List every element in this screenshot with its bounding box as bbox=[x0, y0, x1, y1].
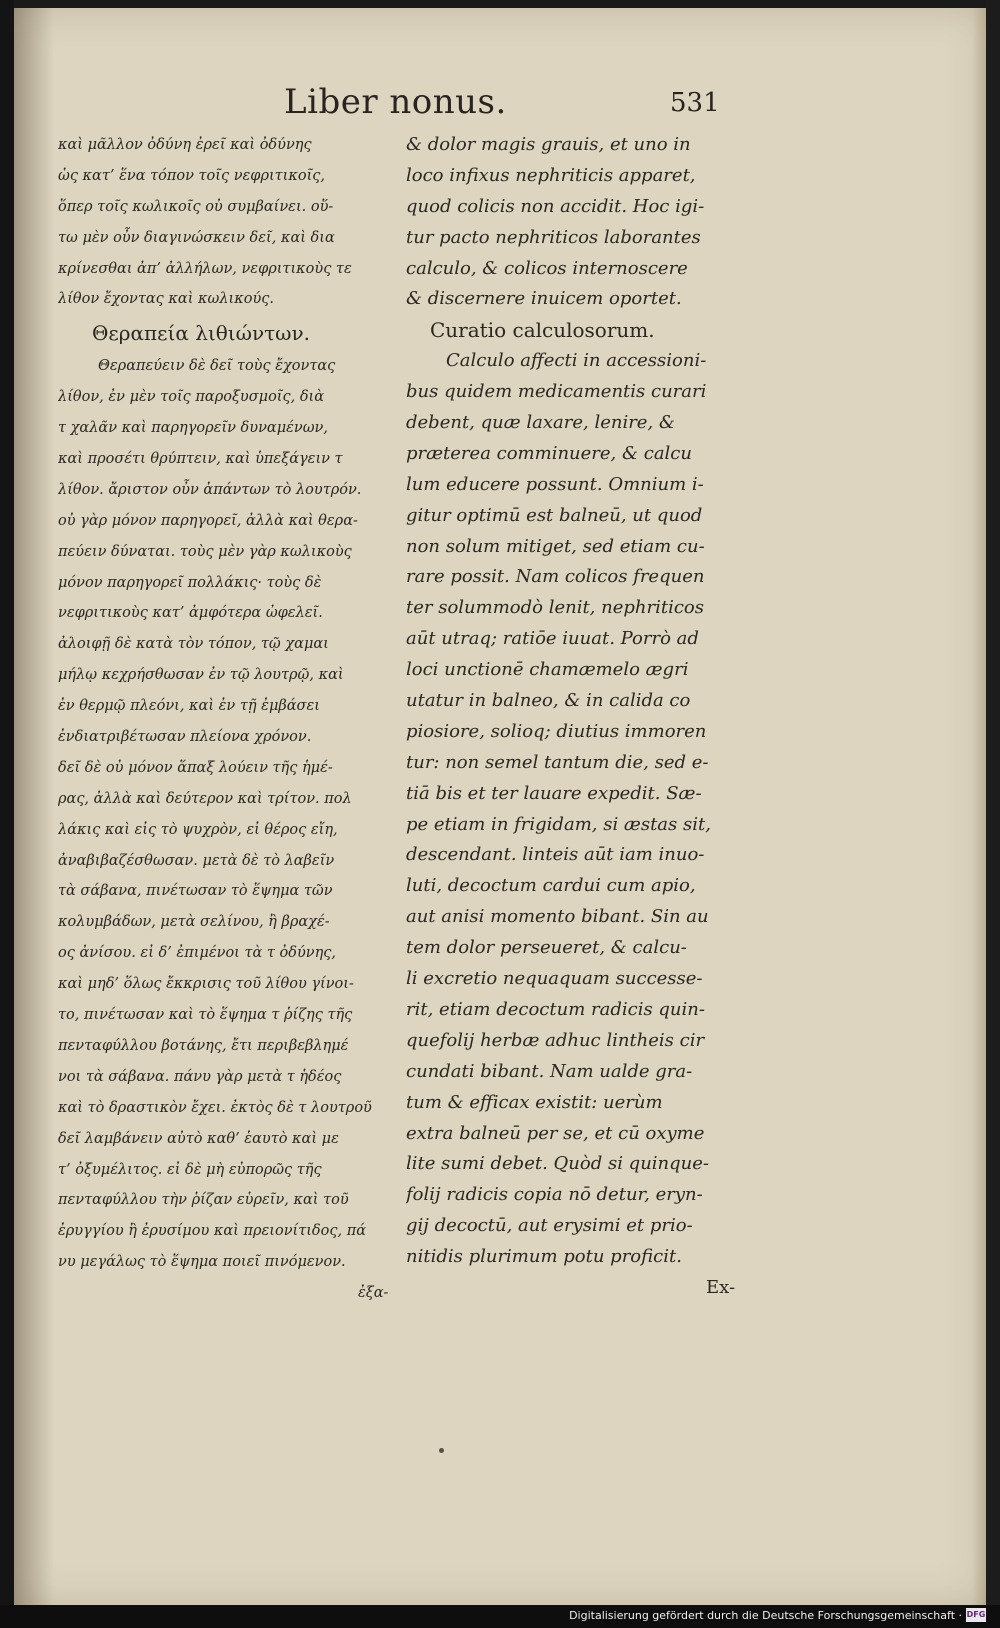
text-line: καὶ μηδ’ ὅλως ἔκκρισις τοῦ λίθου γίνοι- bbox=[58, 976, 354, 993]
latin-column bbox=[406, 130, 740, 1304]
greek-text-after-heading bbox=[58, 351, 404, 1278]
text-line: non solum mitiget, sed etiam cu- bbox=[406, 535, 705, 557]
text-line: ter solummodò lenit, nephriticos bbox=[406, 597, 704, 619]
greek-section-heading: Θεραπεία λιθιώντων. bbox=[92, 321, 310, 346]
text-line: νεφριτικοὺς κατ’ ἀμφότερα ὠφελεῖ. bbox=[58, 605, 323, 622]
text-line: ἐν θερμῷ πλεόνι, καὶ ἐν τῇ ἐμβάσει bbox=[58, 698, 320, 715]
text-line: loci unctionē chamæmelo ægri bbox=[406, 659, 689, 681]
text-line: ος ἀνίσου. εἰ δ’ ἐπιμένοι τὰ τ ὀδύνης, bbox=[58, 945, 337, 962]
text-line: folij radicis copia nō detur, eryn- bbox=[406, 1184, 703, 1206]
text-line: tem dolor perseueret, & calcu- bbox=[406, 937, 687, 959]
text-line: lum educere possunt. Omnium i- bbox=[406, 473, 704, 495]
text-line: loco infixus nephriticis apparet, bbox=[406, 164, 696, 186]
text-line: πενταφύλλου βοτάνης, ἔτι περιβεβλημέ bbox=[58, 1037, 349, 1054]
text-line: tur: non semel tantum die, sed e- bbox=[406, 751, 709, 773]
page-edge-shadow bbox=[972, 8, 986, 1605]
page-gutter-shadow bbox=[14, 8, 54, 1605]
text-line: lite sumi debet. Quòd si quinque- bbox=[406, 1153, 709, 1175]
text-line: μόνον παρηγορεῖ πολλάκις· τοὺς δὲ bbox=[58, 574, 322, 591]
text-line: ἐνδιατριβέτωσαν πλείονα χρόνον. bbox=[58, 729, 312, 746]
text-line: tum & efficax existit: uerùm bbox=[406, 1091, 663, 1113]
text-line: ἐρυγγίου ἢ ἐρυσίμου καὶ πρειονίτιδος, πά bbox=[58, 1223, 367, 1240]
text-line: λίθον. ἄριστον οὖν ἁπάντων τὸ λουτρόν. bbox=[58, 481, 362, 498]
text-line: καὶ προσέτι θρύπτειν, καὶ ὑπεξάγειν τ bbox=[58, 451, 343, 468]
text-line: præterea comminuere, & calcu bbox=[406, 442, 692, 464]
greek-catchword: ἐξα- bbox=[358, 1285, 389, 1302]
book-page bbox=[14, 8, 986, 1605]
text-line: ὅπερ τοῖς κωλικοῖς οὐ συμβαίνει. οὕ- bbox=[58, 198, 334, 215]
text-line: gij decoctū, aut erysimi et prio- bbox=[406, 1215, 693, 1237]
text-line: quefolij herbæ adhuc lintheis cir bbox=[406, 1029, 705, 1051]
text-line: λίθον, ἐν μὲν τοῖς παροξυσμοῖς, διὰ bbox=[58, 389, 325, 406]
text-line: pe etiam in frigidam, si æstas sit, bbox=[406, 813, 711, 835]
text-line: λίθον ἔχοντας καὶ κωλικούς. bbox=[58, 291, 274, 308]
greek-text-before-heading bbox=[58, 130, 404, 315]
scan-border-left bbox=[0, 0, 14, 1628]
text-line: νυ μεγάλως τὸ ἕψημα ποιεῖ πινόμενον. bbox=[58, 1254, 346, 1271]
text-line: rit, etiam decoctum radicis quin- bbox=[406, 998, 705, 1020]
text-line: ὡς κατ’ ἕνα τόπον τοῖς νεφριτικοῖς, bbox=[58, 167, 326, 184]
text-line: τ χαλᾶν καὶ παρηγορεῖν δυναμένων, bbox=[58, 420, 328, 437]
text-line: descendant. linteis aūt iam inuo- bbox=[406, 844, 705, 866]
text-line: rare possit. Nam colicos frequen bbox=[406, 566, 705, 588]
text-line: cundati bibant. Nam ualde gra- bbox=[406, 1060, 693, 1082]
text-line: extra balneū per se, et cū oxyme bbox=[406, 1122, 705, 1144]
text-line: τ’ ὀξυμέλιτος. εἰ δὲ μὴ εὐπορῶς τῆς bbox=[58, 1161, 322, 1178]
text-line: aut anisi momento bibant. Sin au bbox=[406, 906, 709, 928]
text-line: ἀναβιβαζέσθωσαν. μετὰ δὲ τὸ λαβεῖν bbox=[58, 852, 335, 869]
text-line: calculo, & colicos internoscere bbox=[406, 257, 688, 279]
text-line: nitidis plurimum potu proficit. bbox=[406, 1246, 682, 1268]
digitization-credit: Digitalisierung gefördert durch die Deutsche Forschungsgemeinschaft · bbox=[569, 1609, 962, 1622]
running-title: Liber nonus. bbox=[284, 82, 507, 122]
text-line: aūt utraq; ratiōe iuuat. Porrò ad bbox=[406, 628, 699, 650]
text-line: piosiore, solioq; diutius immoren bbox=[406, 720, 707, 742]
text-line: τω μὲν οὖν διαγινώσκειν δεῖ, καὶ δια bbox=[58, 229, 335, 246]
scan-border-right bbox=[986, 0, 1000, 1628]
text-line: μήλῳ κεχρήσθωσαν ἐν τῷ λουτρῷ, καὶ bbox=[58, 667, 344, 684]
text-line: ρας, ἀλλὰ καὶ δεύτερον καὶ τρίτον. πολ bbox=[58, 790, 352, 807]
text-line: tiā bis et ter lauare expedit. Sæ- bbox=[406, 782, 702, 804]
text-line: & dolor magis grauis, et uno in bbox=[406, 134, 691, 155]
text-line: li excretio nequaquam successe- bbox=[406, 968, 703, 990]
text-line: luti, decoctum cardui cum apio, bbox=[406, 875, 696, 897]
latin-text-before-heading bbox=[406, 130, 740, 315]
text-line: & discernere inuicem oportet. bbox=[406, 288, 682, 310]
text-line: quod colicis non accidit. Hoc igi- bbox=[406, 195, 705, 217]
text-line: Θεραπεύειν δὲ δεῖ τοὺς ἔχοντας bbox=[98, 358, 336, 375]
latin-text-after-heading bbox=[406, 346, 740, 1273]
text-line: λάκις καὶ εἰς τὸ ψυχρὸν, εἰ θέρος εἴη, bbox=[58, 821, 338, 838]
ink-speck bbox=[439, 1448, 444, 1453]
text-line: κολυμβάδων, μετὰ σελίνου, ἢ βραχέ- bbox=[58, 914, 330, 931]
text-line: Calculo affecti in accessioni- bbox=[446, 350, 707, 372]
text-line: καὶ τὸ δραστικὸν ἔχει. ἐκτὸς δὲ τ λουτροῦ bbox=[58, 1099, 372, 1116]
text-line: utatur in balneo, & in calida co bbox=[406, 690, 691, 712]
dfg-logo: DFG bbox=[966, 1608, 986, 1622]
greek-column bbox=[58, 130, 404, 1309]
text-line: debent, quæ laxare, lenire, & bbox=[406, 412, 675, 434]
text-line: bus quidem medicamentis curari bbox=[406, 381, 707, 403]
latin-section-heading: Curatio calculosorum. bbox=[430, 318, 655, 343]
text-line: νοι τὰ σάβανα. πάνυ γὰρ μετὰ τ ἡδέος bbox=[58, 1068, 342, 1085]
text-line: ἀλοιφῇ δὲ κατὰ τὸν τόπον, τῷ χαμαι bbox=[58, 636, 329, 653]
text-line: τὰ σάβανα, πινέτωσαν τὸ ἕψημα τῶν bbox=[58, 883, 333, 900]
text-line: gitur optimū est balneū, ut quod bbox=[406, 504, 703, 526]
text-line: καὶ μᾶλλον ὀδύνη ἐρεῖ καὶ ὀδύνης bbox=[58, 137, 312, 153]
latin-catchword: Ex- bbox=[706, 1276, 736, 1298]
text-line: δεῖ λαμβάνειν αὐτὸ καθ’ ἑαυτὸ καὶ με bbox=[58, 1130, 339, 1147]
text-line: tur pacto nephriticos laborantes bbox=[406, 226, 701, 248]
page-number: 531 bbox=[670, 88, 720, 118]
text-line: πεύειν δύναται. τοὺς μὲν γὰρ κωλικοὺς bbox=[58, 543, 352, 560]
text-line: πενταφύλλου τὴν ῥίζαν εὑρεῖν, καὶ τοῦ bbox=[58, 1192, 349, 1209]
text-line: κρίνεσθαι ἀπ’ ἀλλήλων, νεφριτικοὺς τε bbox=[58, 260, 352, 277]
text-line: το, πινέτωσαν καὶ τὸ ἕψημα τ ῥίζης τῆς bbox=[58, 1007, 353, 1024]
text-line: οὐ γὰρ μόνον παρηγορεῖ, ἀλλὰ καὶ θερα- bbox=[58, 512, 358, 529]
text-line: δεῖ δὲ οὐ μόνον ἅπαξ λούειν τῆς ἡμέ- bbox=[58, 759, 333, 776]
